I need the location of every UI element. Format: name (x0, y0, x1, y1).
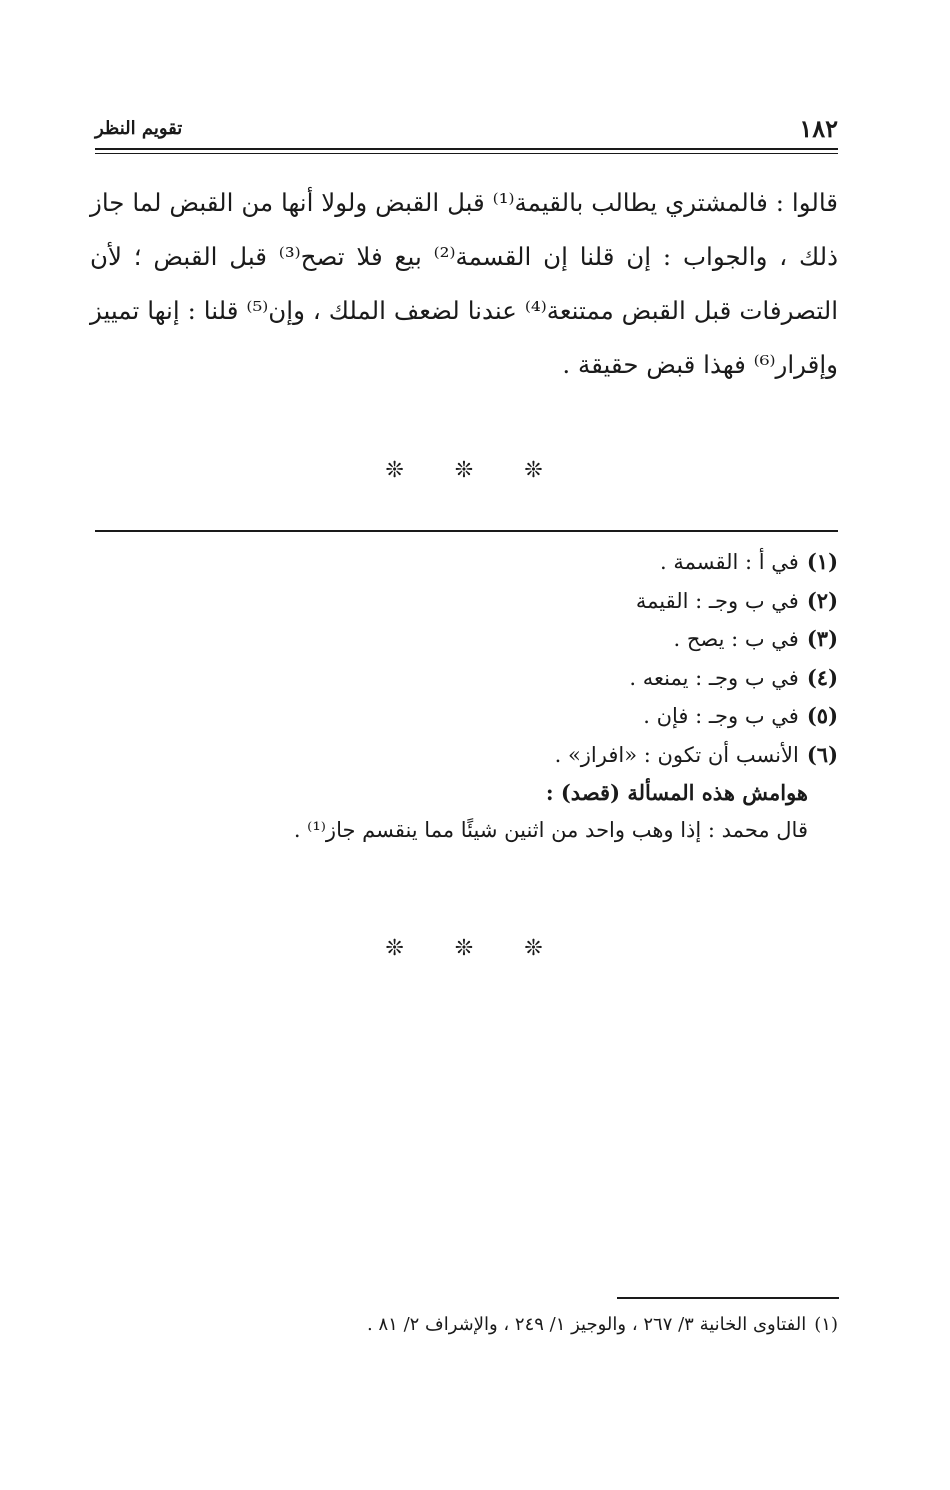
note-item (198, 620, 838, 659)
footnote-rule (617, 1297, 839, 1299)
note-item (198, 697, 838, 736)
section-separator: ❊ ❊ ❊ (385, 458, 565, 483)
main-paragraph (90, 176, 838, 392)
notes-subheading: هوامش هذه المسألة (قصد) : (545, 780, 808, 805)
note-number: (٦) (806, 741, 838, 767)
header-rule (95, 148, 838, 150)
book-title: تقويم النظر (95, 118, 183, 139)
note-item (198, 543, 838, 582)
footnote-text: الفتاوى الخانية ٣/ ٢٦٧ ، والوجيز ١/ ٢٤٩ ، والإشراف ٢/ ٨١ . (367, 1314, 807, 1335)
header-rule-thin (95, 153, 838, 154)
note-number: (٥) (806, 703, 838, 728)
text-line: وإقرار⁽⁶⁾ فهذا قبض حقيقة . (562, 350, 838, 379)
note-item (198, 736, 838, 775)
note-text: الأنسب أن تكون : «افراز» . (554, 742, 799, 767)
text-line: التصرفات قبل القبض ممتنعة⁽⁴⁾ عندنا لضعف الملك ، وإن⁽⁵⁾ قلنا : إنها تمييز (90, 296, 838, 325)
page-number: ١٨٢ (799, 114, 838, 143)
note-number: (١) (806, 549, 838, 574)
page-footnote (367, 1310, 838, 1340)
note-number: (٢) (806, 587, 838, 613)
section-separator: ❊ ❊ ❊ (385, 936, 565, 961)
note-item (198, 659, 838, 698)
note-number: (٤) (806, 664, 838, 690)
note-text: في أ : القسمة . (660, 550, 799, 574)
note-text: في ب وجـ : القيمة (635, 588, 799, 613)
notes-list (198, 543, 838, 849)
footnote-number: (١) (814, 1314, 838, 1335)
text-line: قالوا : فالمشتري يطالب بالقيمة⁽¹⁾ قبل القبض ولولا أنها من القبض لما جاز (90, 188, 838, 217)
quoted-text: قال محمد : إذا وهب واحد من اثنين شيئًا مما ينقسم جاز⁽¹⁾ . (293, 817, 808, 842)
note-text: في ب : يصح . (673, 627, 799, 651)
note-text: في ب وجـ : يمنعه . (629, 665, 799, 690)
note-text: في ب وجـ : فإن . (643, 704, 799, 728)
running-header (95, 112, 838, 144)
notes-divider (95, 530, 838, 532)
note-item (198, 582, 838, 621)
note-number: (٣) (806, 626, 838, 651)
text-line: ذلك ، والجواب : إن قلنا إن القسمة⁽²⁾ بيع فلا تصح⁽³⁾ قبل القبض ؛ لأن (90, 242, 838, 271)
